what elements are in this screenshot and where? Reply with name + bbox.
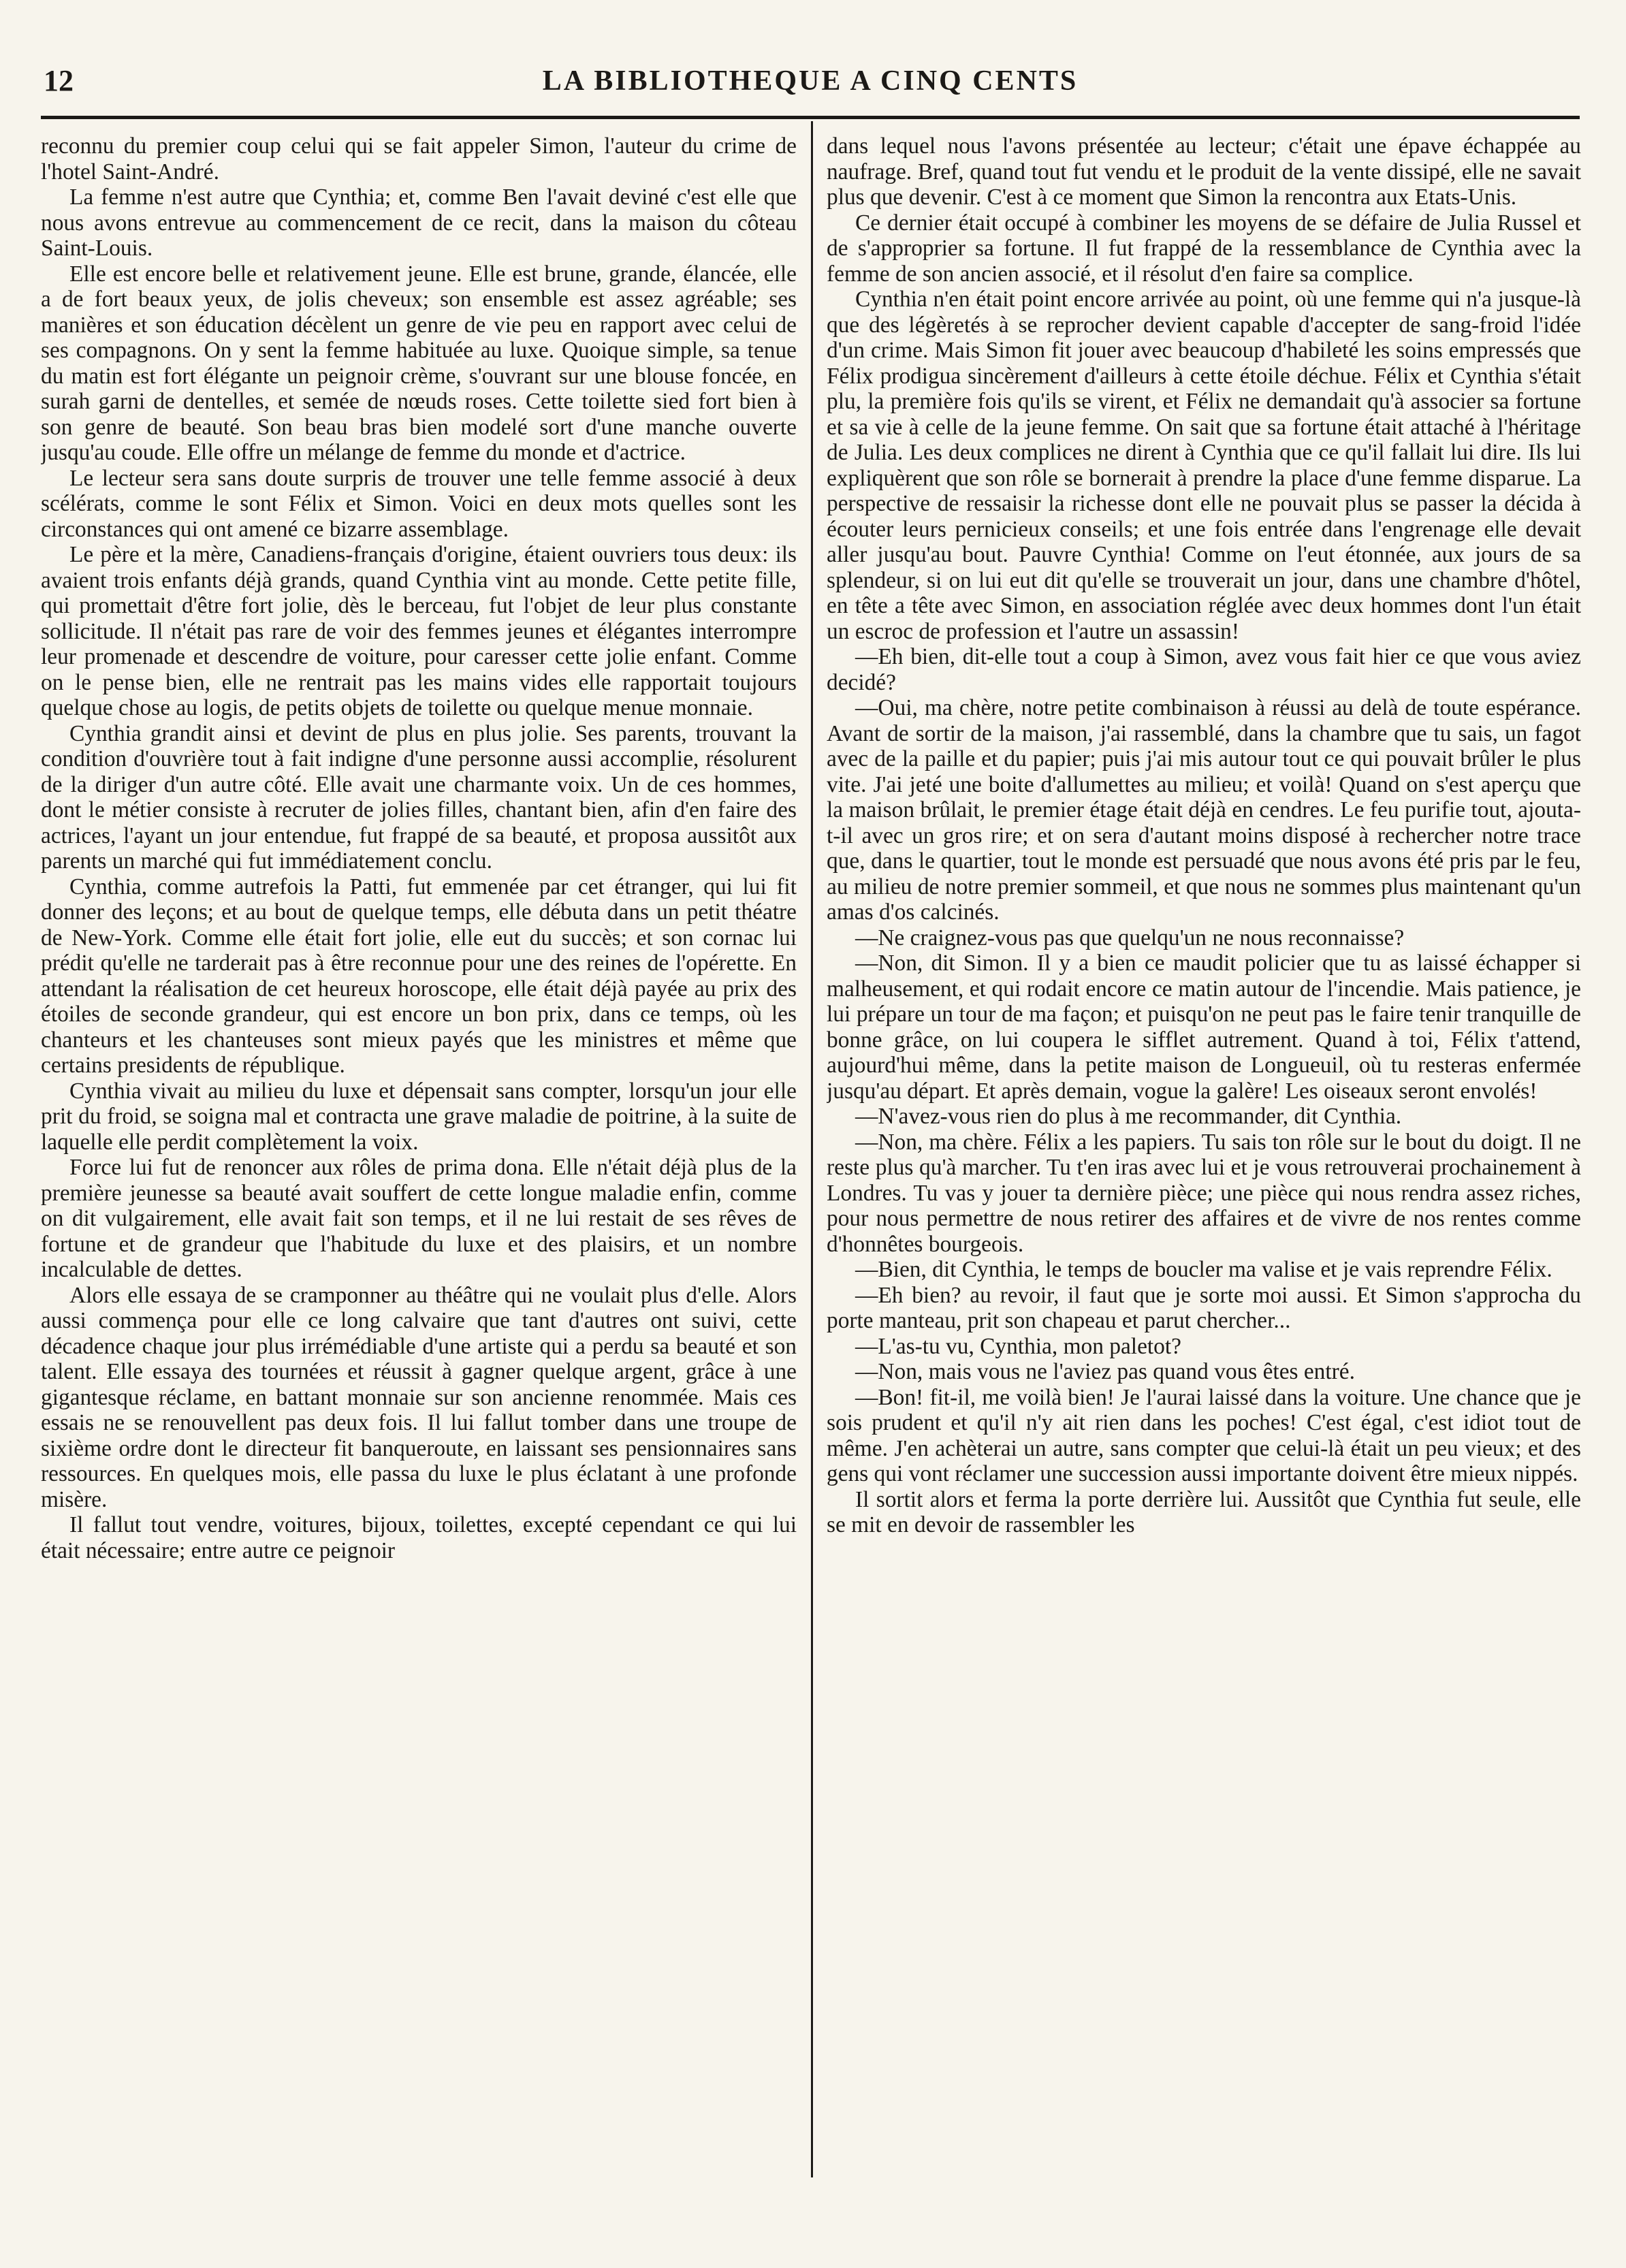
- paragraph: Cynthia n'en était point encore arrivée au point, où une femme qui n'a jusque-là que des légèretés à se reprocher devient capable d'accepter de sang-froid l'idée d'un crime. Mais Simon fit jouer avec beaucoup d'habileté les soins empressés que Félix prodigua sincèrement d'ailleurs à cette étoile déchue. Félix et Cynthia s'était plu, la première fois qu'ils se virent, et Félix ne demandait qu'à associer sa fortune et sa vie à celle de la jeune femme. On sait que sa fortune était attaché à l'héritage de Julia. Les deux complices ne dirent à Cynthia que ce qu'il fallait lui dire. Ils lui expliquèrent que son rôle se bornerait à prendre la place d'une femme disparue. La perspective de ressaisir la richesse dont elle ne pouvait plus se passer la décida à écouter leurs pernicieux conseils; et une fois entrée dans l'engrenage elle devait aller jusqu'au bout. Pauvre Cynthia! Comme on l'eut étonnée, aux jours de sa splendeur, si on lui eut dit qu'elle se trouverait un jour, dans une chambre d'hôtel, en tête a tête avec Simon, en association réglée avec deux hommes dont l'un était un escroc de profession et l'autre un assassin!: [827, 287, 1581, 644]
- dialogue-line: —N'avez-vous rien do plus à me recommander, dit Cynthia.: [855, 1104, 1402, 1129]
- left-column: [41, 133, 797, 2183]
- dialogue-line: —Bon! fit-il, me voilà bien! Je l'aurai laissé dans la voiture. Une chance que je sois prudent et qu'il n'y ait rien dans les poches! C'est égal, c'est idiot tout de même. J'en achèterai un autre, sans compter que celui-là était un peu vieux; et des gens qui vont réclamer une succession aussi importante doivent être mieux nippés.: [827, 1384, 1581, 1486]
- dialogue-line: —L'as-tu vu, Cynthia, mon paletot?: [855, 1333, 1181, 1359]
- running-title: LA BIBLIOTHEQUE A CINQ CENTS: [542, 65, 1079, 97]
- right-column: [827, 133, 1581, 2183]
- paragraph: Cynthia vivait au milieu du luxe et dépensait sans compter, lorsqu'un jour elle prit du froid, se soigna mal et contracta une grave maladie de poitrine, à la suite de laquelle elle perdit complètement la voix.: [41, 1078, 797, 1155]
- page-number: 12: [44, 64, 74, 97]
- paragraph: Elle est encore belle et relativement jeune. Elle est brune, grande, élancée, elle a de fort beaux yeux, de jolis cheveux; son ensemble est assez agréable; ses manières et son éducation décèlent un genre de vie peu en rapport avec celui de ses compagnons. On y sent la femme habituée au luxe. Quoique simple, sa tenue du matin est fort élégante un peignoir crème, s'ouvrant sur une blouse foncée, en surah garni de dentelles, et semée de nœuds roses. Cette toilette sied fort bien à son genre de beauté. Son beau bras bien modelé sort d'une manche ouverte jusqu'au coude. Elle offre un mélange de femme du monde et d'actrice.: [41, 261, 797, 465]
- column-divider: [811, 121, 813, 2177]
- paragraph: Cynthia, comme autrefois la Patti, fut emmenée par cet étranger, qui lui fit donner des leçons; et au bout de quelque temps, elle débuta dans un petit théatre de New-York. Comme elle était fort jolie, elle eut du succès; et son cornac lui prédit qu'elle ne tarderait pas à être reconnue pour une des reines de l'opérette. En attendant la réalisation de cet heureux horoscope, elle était déjà payée au prix des étoiles de seconde grandeur, qui est encore un bon prix, dans ce temps, où les chanteurs et les chanteuses sont mieux payés que les ministres et même que certains presidents de république.: [41, 874, 797, 1078]
- dialogue-line: —Eh bien, dit-elle tout a coup à Simon, avez vous fait hier ce que vous aviez decidé?: [827, 644, 1581, 695]
- dialogue-line: —Non, dit Simon. Il y a bien ce maudit policier que tu as laissé échapper si malheusement, et qui rodait encore ce matin autour de l'incendie. Mais patience, je lui prépare un tour de ma façon; et puisqu'on ne peut pas le faire tenir tranquille de bonne grâce, on lui coupera le sifflet autrement. Quand à toi, Félix t'attend, aujourd'hui même, dans la petite maison de Longueuil, où tu resteras enfermée jusqu'au départ. Et après demain, vogue la galère! Les oiseaux seront envolés!: [827, 951, 1581, 1104]
- paragraph: Cynthia grandit ainsi et devint de plus en plus jolie. Ses parents, trouvant la condition d'ouvrière tout à fait indigne d'une personne aussi accomplie, résolurent de la diriger d'un autre côté. Elle avait une charmante voix. Un de ces hommes, dont le métier consiste à recruter de jolies filles, chantant bien, afin d'en faire des actrices, l'ayant un jour entendue, fut frappé de sa beauté, et proposa aussitôt aux parents un marché qui fut immédiatement conclu.: [41, 720, 797, 874]
- page-header: [41, 59, 1580, 103]
- paragraph: La femme n'est autre que Cynthia; et, comme Ben l'avait deviné c'est elle que nous avons entrevue au commencement de ce recit, dans la maison du côteau Saint-Louis.: [41, 185, 797, 261]
- dialogue-line: —Non, mais vous ne l'aviez pas quand vous êtes entré.: [855, 1359, 1355, 1384]
- paragraph: reconnu du premier coup celui qui se fait appeler Simon, l'auteur du crime de l'hotel Saint-André.: [41, 133, 797, 185]
- paragraph: dans lequel nous l'avons présentée au lecteur; c'était une épave échappée au naufrage. Bref, quand tout fut vendu et le produit de la vente dissipé, elle ne savait plus que devenir. C'est à ce moment que Simon la rencontra aux Etats-Unis.: [827, 133, 1581, 210]
- dialogue-line: —Bien, dit Cynthia, le temps de boucler ma valise et je vais reprendre Félix.: [855, 1257, 1552, 1282]
- paragraph: Ce dernier était occupé à combiner les moyens de se défaire de Julia Russel et de s'approprier sa fortune. Il fut frappé de la ressemblance de Cynthia avec la femme de son ancien associé, et il résolut d'en faire sa complice.: [827, 210, 1581, 287]
- paragraph: Le lecteur sera sans doute surpris de trouver une telle femme associé à deux scélérats, comme le sont Félix et Simon. Voici en deux mots quelles sont les circonstances qui ont amené ce bizarre assemblage.: [41, 465, 797, 542]
- paragraph: Il fallut tout vendre, voitures, bijoux, toilettes, excepté cependant ce qui lui était nécessaire; entre autre ce peignoir: [41, 1512, 797, 1563]
- paragraph: Il sortit alors et ferma la porte derrière lui. Aussitôt que Cynthia fut seule, elle se mit en devoir de rassembler les: [827, 1486, 1581, 1537]
- paragraph: Force lui fut de renoncer aux rôles de prima dona. Elle n'était déjà plus de la première jeunesse sa beauté avait souffert de cette longue maladie enfin, comme on dit vulgairement, elle avait fait son temps, et il ne lui restait de ses rêves de fortune et de grandeur que l'habitude du luxe et des plaisirs, et un nombre incalculable de dettes.: [41, 1155, 797, 1282]
- header-rule: [41, 116, 1580, 119]
- dialogue-line: —Oui, ma chère, notre petite combinaison à réussi au delà de toute espérance. Avant de sortir de la maison, j'ai rassemblé, dans la chambre que tu sais, un fagot avec de la paille et du papier; puis j'ai mis autour tout ce qui pouvait brûler le plus vite. J'ai jeté une boite d'allumettes au milieu; et voilà! Quand on s'est aperçu que la maison brûlait, le premier étage était déjà en cendres. Le feu purifie tout, ajouta-t-il avec un gros rire; et on sera d'autant moins disposé à rechercher notre trace que, dans le quartier, tout le monde est persuadé que nous avons été pris par le feu, au milieu de notre premier sommeil, et que nous ne sommes plus maintenant qu'un amas d'os calcinés.: [827, 695, 1581, 925]
- paragraph: Le père et la mère, Canadiens-français d'origine, étaient ouvriers tous deux: ils avaient trois enfants déjà grands, quand Cynthia vint au monde. Cette petite fille, qui promettait d'être fort jolie, dès le berceau, fut l'objet de leur plus constante sollicitude. Il n'était pas rare de voir des femmes jeunes et élégantes interrompre leur promenade et descendre de voiture, pour caresser cette jolie enfant. Comme on le pense bien, elle ne rentrait pas les mains vides elle rapportait toujours quelque chose au logis, de petits objets de toilette ou quelque menue monnaie.: [41, 542, 797, 720]
- dialogue-line: —Non, ma chère. Félix a les papiers. Tu sais ton rôle sur le bout du doigt. Il ne reste plus qu'à marcher. Tu t'en iras avec lui et je vous retrouverai prochainement à Londres. Tu vas y jouer ta dernière pièce; une pièce qui nous rendra assez riches, pour nous permettre de nous retirer des affaires et de vivre de nos rentes comme d'honnêtes bourgeois.: [827, 1129, 1581, 1257]
- dialogue-line: —Eh bien? au revoir, il faut que je sorte moi aussi. Et Simon s'approcha du porte manteau, prit son chapeau et parut chercher...: [827, 1282, 1581, 1333]
- dialogue-line: —Ne craignez-vous pas que quelqu'un ne nous reconnaisse?: [855, 925, 1405, 951]
- paragraph: Alors elle essaya de se cramponner au théâtre qui ne voulait plus d'elle. Alors aussi commença pour elle ce long calvaire que tant d'autres ont suivi, cette décadence chaque jour plus irrémédiable d'une artiste qui a perdu sa beauté et son talent. Elle essaya des tournées et réussit à gagner quelque argent, grâce à une gigantesque réclame, en battant monnaie sur son ancienne renommée. Mais ces essais ne se renouvellent pas deux fois. Il lui fallut tomber dans une troupe de sixième ordre dont le directeur fit banqueroute, en laissant ses pensionnaires sans ressources. En quelques mois, elle passa du luxe le plus éclatant à une profonde misère.: [41, 1282, 797, 1512]
